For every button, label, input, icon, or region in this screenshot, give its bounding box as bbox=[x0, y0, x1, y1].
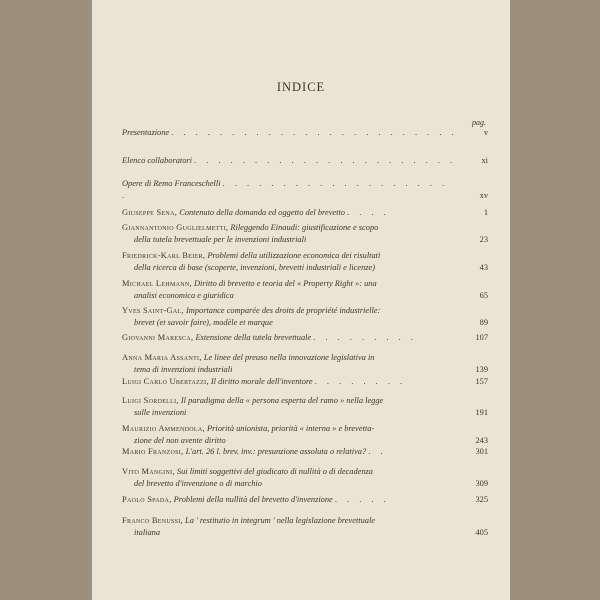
toc-page-number: 325 bbox=[475, 495, 488, 504]
toc-author: Mario Franzosi, bbox=[122, 447, 184, 456]
toc-entry bbox=[122, 423, 488, 446]
toc-page-number: v bbox=[483, 128, 488, 137]
toc-author: Vito Mangini, bbox=[122, 467, 175, 476]
toc-title: Problemi della nullità del brevetto d'invenzione bbox=[173, 495, 333, 504]
toc-title-continued: del brevetto d'invenzione o di marchio bbox=[134, 478, 262, 488]
toc-entry bbox=[122, 155, 488, 167]
toc-author: Giannantonio Guglielmetti, bbox=[122, 223, 229, 232]
toc-page-number: 301 bbox=[475, 447, 488, 456]
toc-author: Giovanni Maresca, bbox=[122, 333, 194, 342]
toc-author: Maurizio Ammendola, bbox=[122, 424, 205, 433]
book-page bbox=[92, 0, 510, 600]
leader-dots: . . . . . . . . . bbox=[313, 333, 417, 342]
toc-author: Luigi Sordelli, bbox=[122, 396, 179, 405]
toc-page-number: 157 bbox=[475, 377, 488, 386]
toc-page-number: 65 bbox=[479, 290, 488, 300]
toc-title: Il paradigma della « persona esperta del ramo » nella legge bbox=[180, 396, 384, 405]
toc-title: Presentazione bbox=[122, 128, 170, 137]
toc-entry bbox=[122, 178, 488, 201]
toc-entry bbox=[122, 127, 488, 139]
toc-entry bbox=[122, 376, 488, 388]
toc-author: Franco Benussi, bbox=[122, 516, 183, 525]
toc-title: Estensione della tutela brevettuale bbox=[195, 333, 312, 342]
toc-title-continued: sulle invenzioni bbox=[134, 407, 187, 417]
toc-page-number: 23 bbox=[479, 234, 488, 244]
toc-author: Luigi Carlo Ubertazzi, bbox=[122, 377, 209, 386]
leader-dots: . . . . . . . . . . . . . . . . . . . . . . bbox=[194, 156, 457, 165]
toc-title: Problemi della utilizzazione economica dei risultati bbox=[207, 251, 381, 260]
toc-author: Michael Lehmann, bbox=[122, 279, 192, 288]
toc-page-number: 309 bbox=[475, 478, 488, 488]
toc-title: Le linee del preuso nella innovazione legislativa in bbox=[203, 353, 375, 362]
toc-title-continued: della ricerca di base (scoperte, invenzioni, brevetti industriali e licenze) bbox=[134, 262, 376, 272]
toc-entry bbox=[122, 494, 488, 506]
toc-entry bbox=[122, 250, 488, 273]
toc-title-continued: brevet (et savoir faire), modèle et marque bbox=[134, 317, 273, 327]
toc-author: Paolo Spada, bbox=[122, 495, 172, 504]
toc-title: Sui limiti soggettivi del giudicato di nullità o di decadenza bbox=[176, 467, 373, 476]
leader-dots: . . . . . . . . . . . . . . . . . . . . . . . . bbox=[171, 128, 458, 137]
toc-title-continued: italiana bbox=[134, 527, 161, 537]
toc-title: Contenuto della domanda ed oggetto del brevetto bbox=[179, 208, 345, 217]
toc-page-number: xv bbox=[479, 190, 488, 200]
toc-title: Priorità unionista, priorità « interna » e brevetta- bbox=[207, 424, 375, 433]
toc-title: Opere di Remo Franceschelli bbox=[122, 179, 221, 188]
toc-author: Friedrick-Karl Beier, bbox=[122, 251, 206, 260]
toc-page-number: 1 bbox=[483, 208, 488, 217]
toc-author: Yves Saint-Gal, bbox=[122, 306, 184, 315]
toc-page-number: 139 bbox=[475, 364, 488, 374]
toc-entry bbox=[122, 278, 488, 301]
toc-title-continued: analisi economica e giuridica bbox=[134, 290, 234, 300]
toc-page-number: 191 bbox=[475, 407, 488, 417]
toc-entry bbox=[122, 515, 488, 538]
toc-title: Importance comparée des droits de propriété industrielle: bbox=[186, 306, 381, 315]
toc-author: Anna Maria Assanti, bbox=[122, 353, 202, 362]
toc-page-number: 405 bbox=[475, 527, 488, 537]
toc-page-number: xi bbox=[481, 156, 488, 165]
toc-title-continued: tema di invenzioni industriali bbox=[134, 364, 233, 374]
toc-page-number: 107 bbox=[475, 333, 488, 342]
leader-dots: . . . . . bbox=[334, 495, 390, 504]
toc-page-number: 43 bbox=[479, 262, 488, 272]
page-column-label: pag. bbox=[472, 118, 486, 127]
toc-title: La ' restitutio in integrum ' nella legislazione brevettuale bbox=[185, 516, 376, 525]
toc-title: Diritto di brevetto e teoria del « Property Right »: una bbox=[193, 279, 377, 288]
toc-entry bbox=[122, 446, 488, 458]
toc-entry bbox=[122, 466, 488, 489]
leader-dots: . . . . . . . . bbox=[314, 377, 407, 386]
toc-entry bbox=[122, 305, 488, 328]
toc-page-number: 243 bbox=[475, 435, 488, 445]
toc-title: L'art. 26 l. brev. inv.: presunzione assoluta o relativa? bbox=[185, 447, 367, 456]
toc-entry bbox=[122, 352, 488, 375]
toc-entry bbox=[122, 332, 488, 344]
toc-title-continued: zione del non avente diritto bbox=[134, 435, 226, 445]
toc-title: Il diritto morale dell'inventore bbox=[210, 377, 313, 386]
leader-dots: . . . . . . . . . . . . . . . . . . . . bbox=[122, 179, 449, 200]
toc-title: Rileggendo Einaudi: giustificazione e scopo bbox=[230, 223, 379, 232]
toc-title: Elenco collaboratori bbox=[122, 156, 193, 165]
toc-entry bbox=[122, 207, 488, 219]
leader-dots: . . bbox=[368, 447, 387, 456]
toc-entry bbox=[122, 395, 488, 418]
page-title: INDICE bbox=[276, 80, 326, 94]
toc-entry bbox=[122, 222, 488, 245]
leader-dots: . . . . bbox=[347, 208, 390, 217]
toc-author: Giuseppe Sena, bbox=[122, 208, 178, 217]
toc-title-continued: della tutela brevettuale per le invenzioni industriali bbox=[134, 234, 307, 244]
toc-page-number: 89 bbox=[479, 317, 488, 327]
